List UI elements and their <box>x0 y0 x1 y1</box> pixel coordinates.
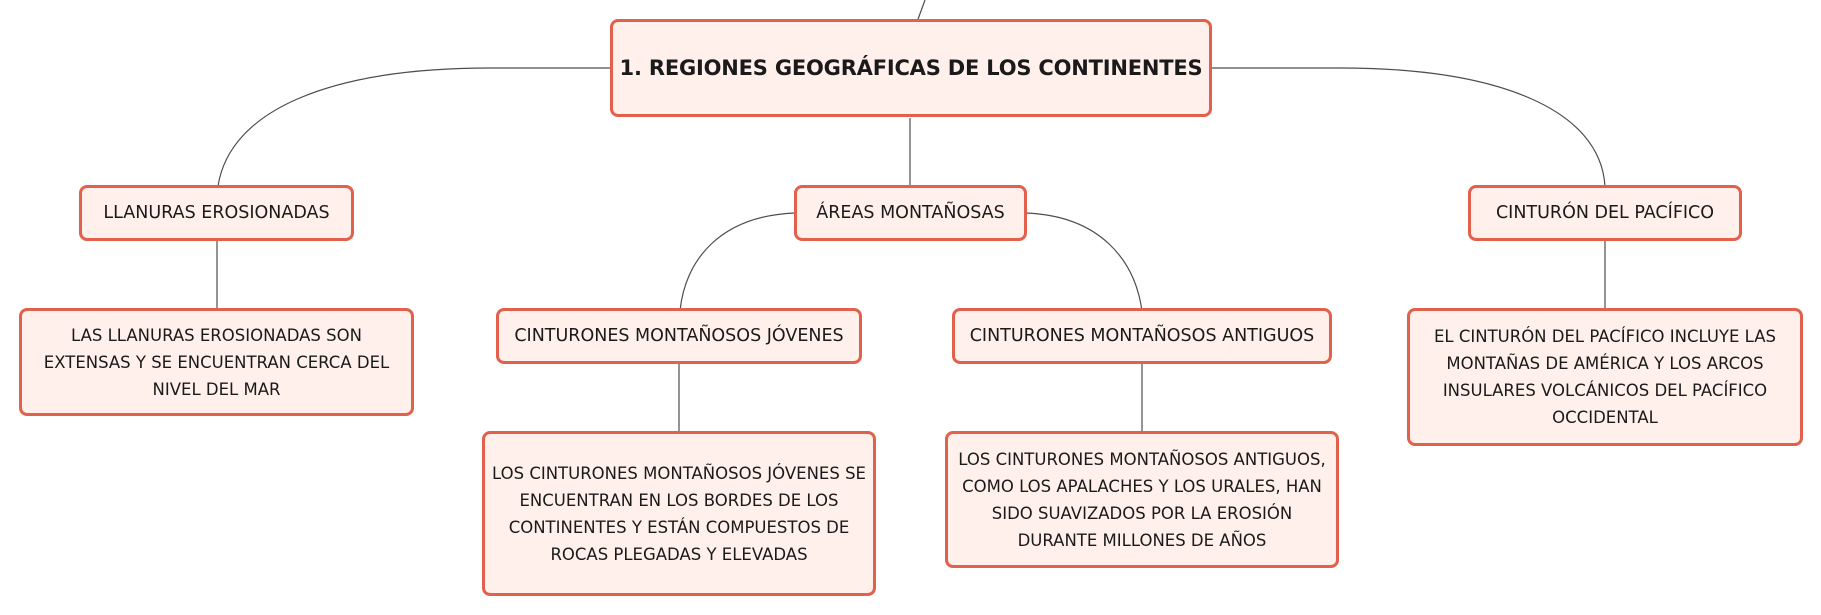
connector-root-llanuras <box>218 68 614 186</box>
root-node[interactable] <box>610 19 1212 117</box>
node-llanuras-detail[interactable] <box>19 308 414 416</box>
node-areas-montanosas-label: ÁREAS MONTAÑOSAS <box>816 203 1005 223</box>
node-cinturones-antiguos-label: CINTURONES MONTAÑOSOS ANTIGUOS <box>969 326 1315 346</box>
root-node-label: 1. REGIONES GEOGRÁFICAS DE LOS CONTINENTES <box>619 56 1203 80</box>
node-llanuras-erosionadas-label: LLANURAS EROSIONADAS <box>103 203 330 223</box>
connector-root-pacifico <box>1210 68 1605 186</box>
node-antiguos-detail-text: LOS CINTURONES MONTAÑOSOS ANTIGUOS, COMO LOS APALACHES Y LOS URALES, HAN SIDO SUAVIZADOS POR LA EROSIÓN DURANTE MILLONES DE AÑOS <box>958 449 1326 550</box>
node-cinturon-pacifico-label: CINTURÓN DEL PACÍFICO <box>1495 203 1715 223</box>
node-cinturon-pacifico[interactable] <box>1468 185 1742 241</box>
node-jovenes-detail-text: LOS CINTURONES MONTAÑOSOS JÓVENES SE ENCUENTRAN EN LOS BORDES DE LOS CONTINENTES Y ESTÁN COMPUESTOS DE ROCAS PLEGADAS Y ELEVADAS <box>492 463 866 564</box>
node-jovenes-detail[interactable] <box>482 431 876 596</box>
node-pacifico-detail-text: EL CINTURÓN DEL PACÍFICO INCLUYE LAS MONTAÑAS DE AMÉRICA Y LOS ARCOS INSULARES VOLCÁNICOS DEL PACÍFICO OCCIDENTAL <box>1433 327 1776 427</box>
connector-areas-antiguos <box>1026 213 1142 311</box>
node-llanuras-detail-text: LAS LLANURAS EROSIONADAS SON EXTENSAS Y SE ENCUENTRAN CERCA DEL NIVEL DEL MAR <box>43 325 390 399</box>
node-pacifico-detail[interactable] <box>1407 308 1803 446</box>
node-cinturones-jovenes-label: CINTURONES MONTAÑOSOS JÓVENES <box>514 326 844 346</box>
node-cinturones-jovenes[interactable] <box>496 308 862 364</box>
node-cinturones-antiguos[interactable] <box>952 308 1332 364</box>
node-antiguos-detail[interactable] <box>945 431 1339 568</box>
connector-areas-jovenes <box>680 213 795 311</box>
node-areas-montanosas[interactable] <box>794 185 1027 241</box>
node-llanuras-erosionadas[interactable] <box>79 185 354 241</box>
